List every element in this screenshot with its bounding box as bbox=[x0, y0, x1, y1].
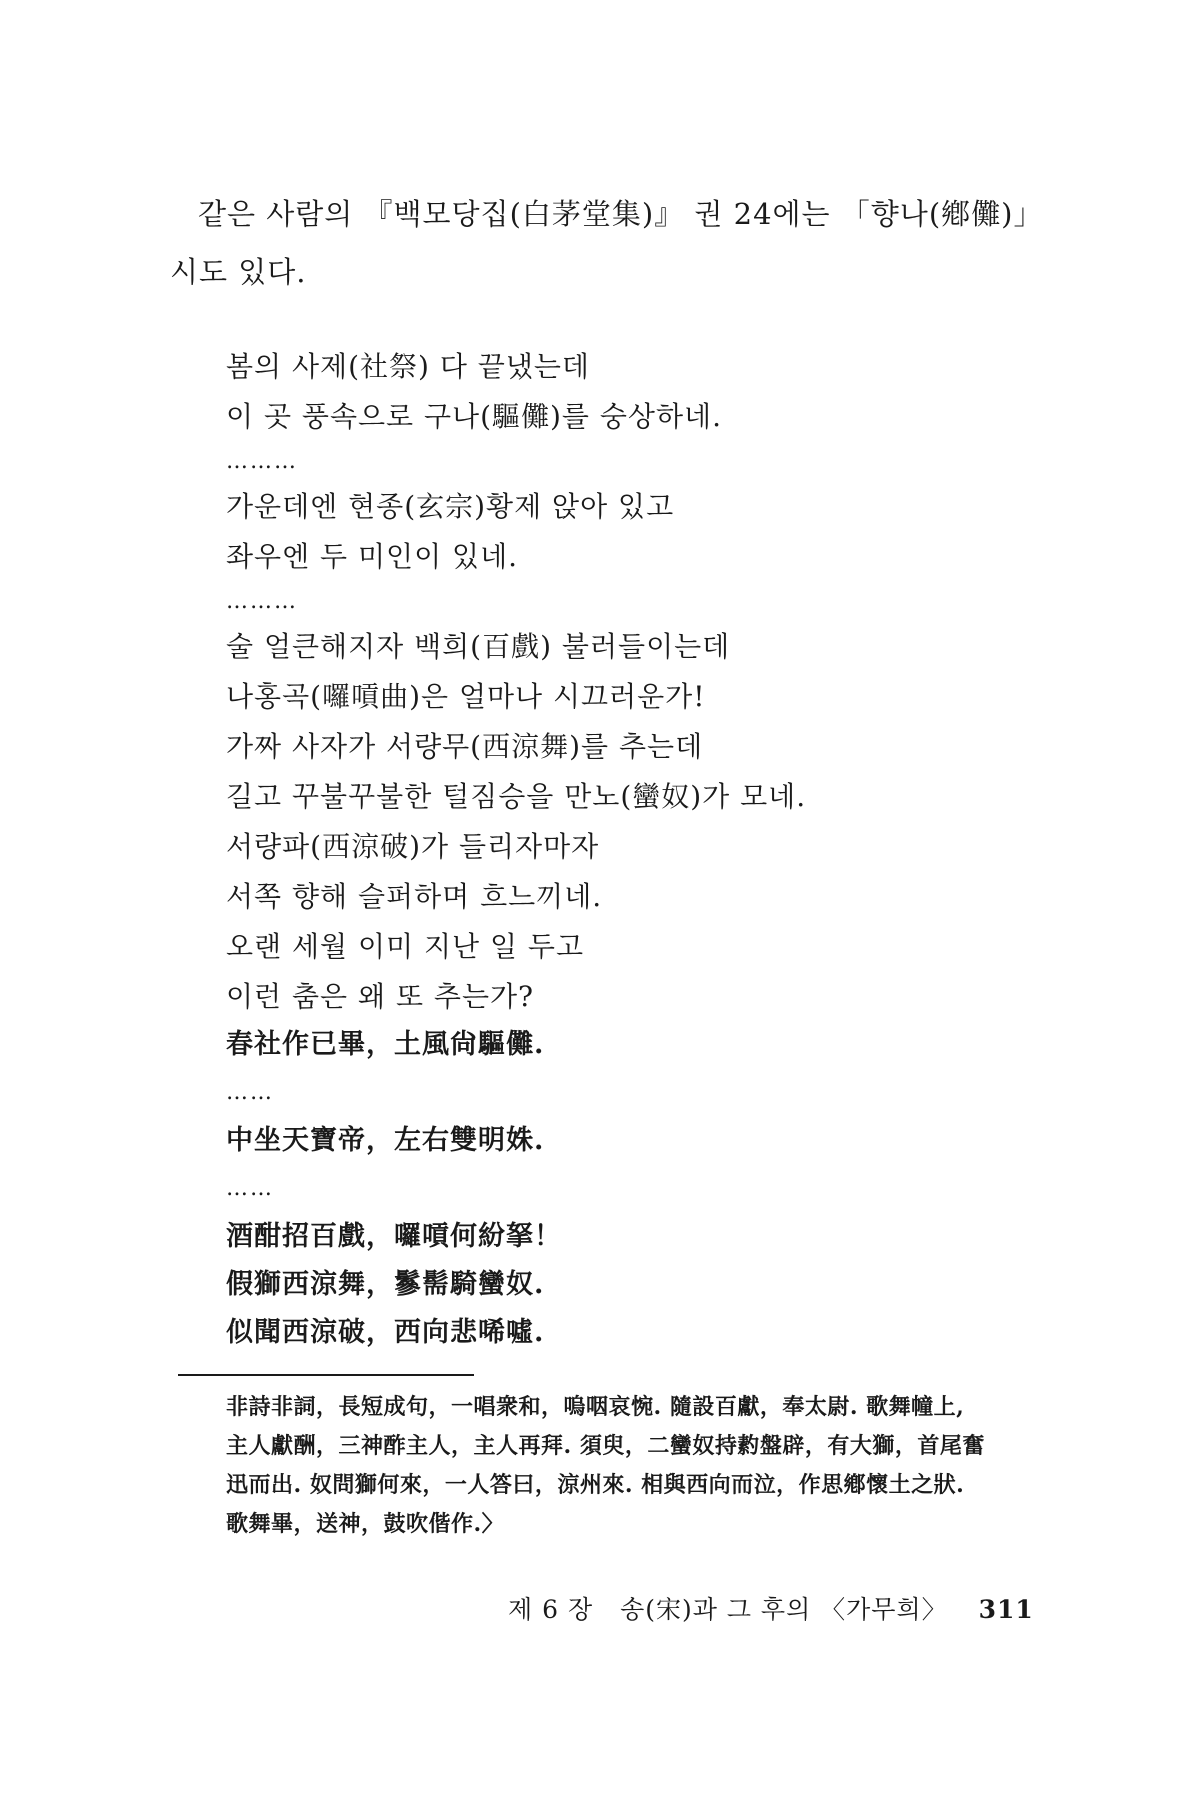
verse-line: 가운데엔 현종(玄宗)황제 앉아 있고 bbox=[226, 490, 675, 523]
verse-line: 봄의 사제(社祭) 다 끝냈는데 bbox=[226, 350, 590, 383]
verse-line: 오랜 세월 이미 지난 일 두고 bbox=[226, 930, 585, 963]
intro-paragraph: 같은 사람의 『백모당집(白茅堂集)』 권 24에는 「향나(鄕儺)」 시도 있다. bbox=[170, 197, 1044, 289]
footnote-divider bbox=[178, 1374, 474, 1376]
footnote-line: 非詩非詞，長短成句，一唱衆和，嗚咽哀惋. 隨設百獻，奉太尉. 歌舞幢上, bbox=[226, 1394, 965, 1420]
verse-line: 中坐天寶帝，左右雙明姝. bbox=[226, 1125, 545, 1156]
footnote-line: 歌舞畢，送神，鼓吹偕作.〉 bbox=[226, 1511, 505, 1537]
running-footer bbox=[508, 1590, 1048, 1630]
verse-line: 길고 꾸불꾸불한 털짐승을 만노(蠻奴)가 모네. bbox=[226, 780, 807, 813]
verse-line: 좌우엔 두 미인이 있네. bbox=[226, 540, 519, 573]
verse-line: 春社作已畢，土風尙驅儺. bbox=[226, 1029, 545, 1060]
verse-line: 서쪽 향해 슬퍼하며 흐느끼네. bbox=[226, 880, 603, 913]
verse-line: 似聞西涼破，西向悲唏噓. bbox=[226, 1317, 545, 1348]
footnote-line: 迅而出. 奴問獅何來，一人答曰，涼州來. 相與西向而泣，作思鄕懷土之狀. bbox=[226, 1472, 965, 1498]
footnote-block bbox=[226, 1388, 1026, 1544]
verse-line: 나홍곡(囉嗊曲)은 얼마나 시끄러운가! bbox=[226, 680, 706, 713]
verse-line: 술 얼큰해지자 백희(百戲) 불러들이는데 bbox=[226, 630, 731, 663]
verse-line: 이 곳 풍속으로 구나(驅儺)를 숭상하네. bbox=[226, 400, 722, 433]
verse-ellipsis: ……… bbox=[226, 449, 298, 474]
korean-verse-block bbox=[226, 342, 1046, 1022]
verse-line: 酒酣招百戲，囉嗊何紛拏！ bbox=[226, 1221, 562, 1252]
verse-ellipsis: …… bbox=[226, 1080, 274, 1105]
chapter-title: 송(宋)과 그 후의 〈가무희〉 bbox=[620, 1595, 948, 1624]
page-number: 311 bbox=[978, 1595, 1034, 1624]
verse-ellipsis: …… bbox=[226, 1176, 274, 1201]
verse-ellipsis: ……… bbox=[226, 589, 298, 614]
chinese-verse-block bbox=[226, 1021, 1046, 1357]
verse-line: 가짜 사자가 서량무(西涼舞)를 추는데 bbox=[226, 730, 704, 763]
verse-line: 서량파(西涼破)가 들리자마자 bbox=[226, 830, 600, 863]
verse-line: 假獅西涼舞，鬖髵騎蠻奴. bbox=[226, 1269, 545, 1300]
chapter-label: 제 6 장 bbox=[508, 1595, 594, 1624]
verse-line: 이런 춤은 왜 또 추는가? bbox=[226, 980, 535, 1013]
footnote-line: 主人獻酬，三神酢主人，主人再拜. 須臾，二蠻奴持䋤盤辟，有大獅，首尾奮 bbox=[226, 1433, 985, 1459]
